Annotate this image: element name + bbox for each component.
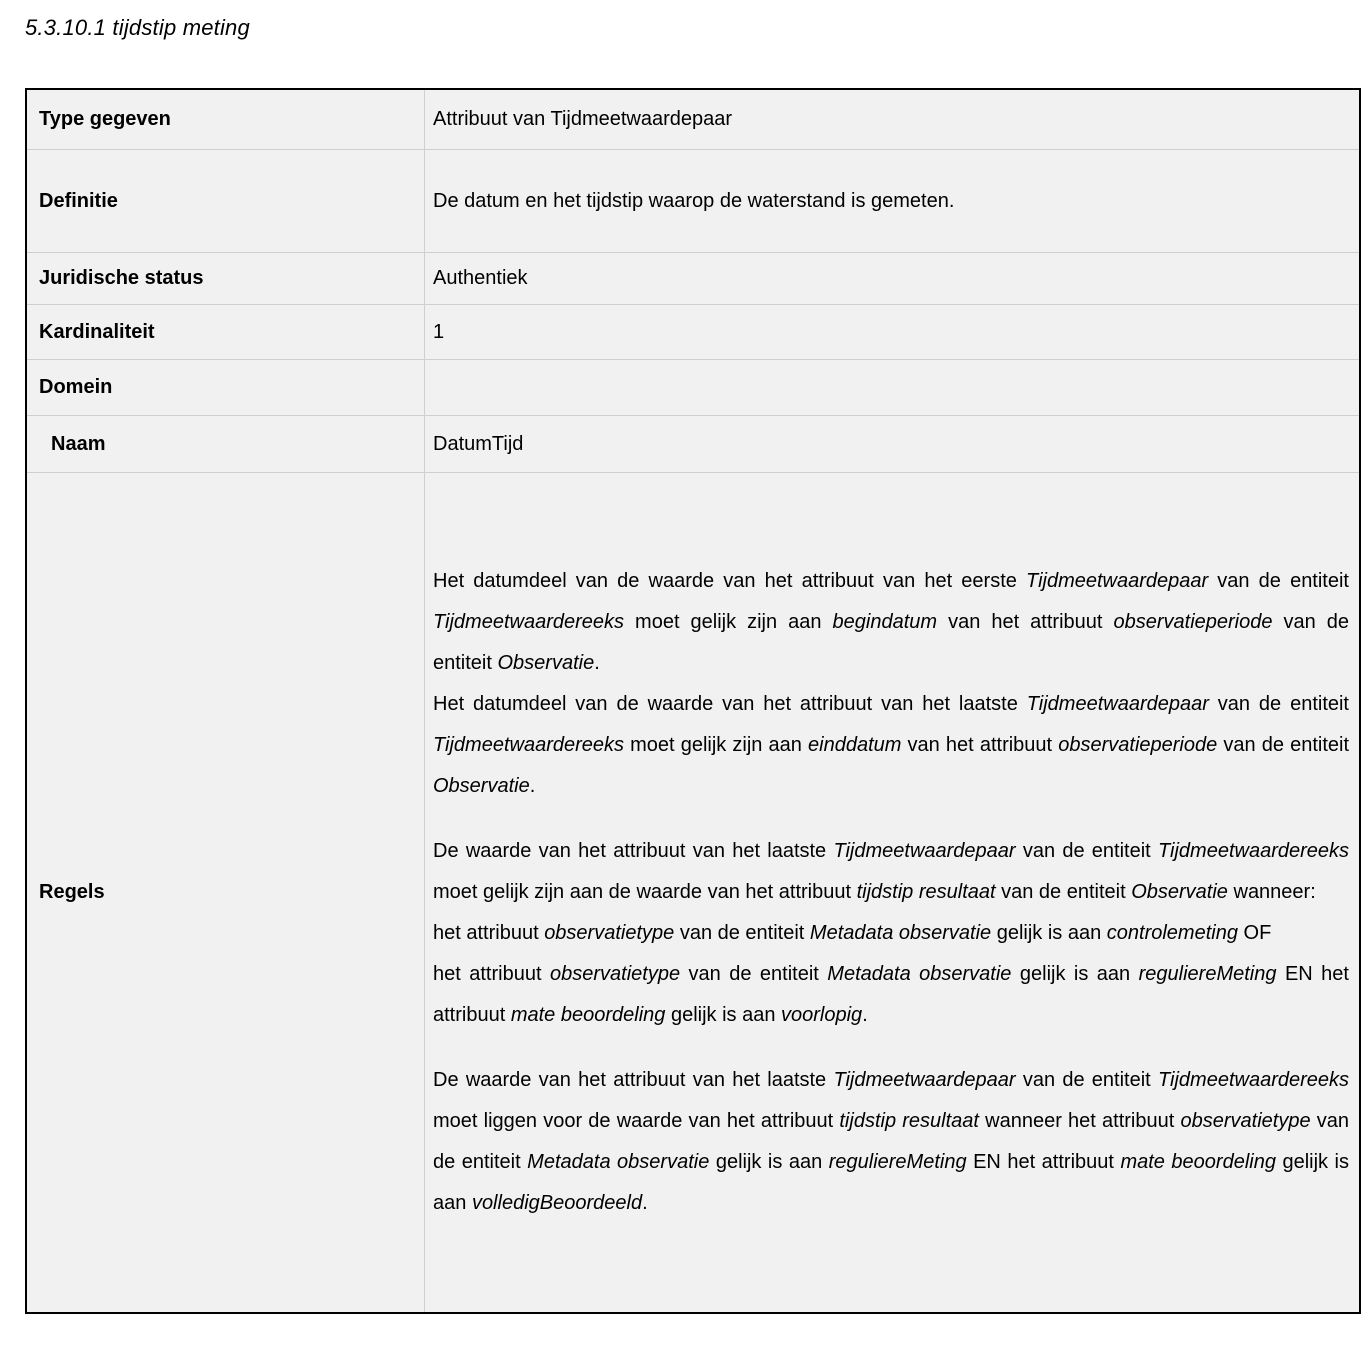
row-label-naam: Naam (27, 415, 425, 472)
text-run: het attribuut (433, 963, 550, 985)
text-run: gelijk is aan (1011, 963, 1139, 985)
italic-term: Metadata observatie (827, 963, 1012, 985)
table-row-definitie (27, 149, 1359, 252)
italic-term: Tijdmeetwaardereeks (1157, 840, 1349, 862)
italic-term: Observatie (433, 775, 530, 797)
italic-term: tijdstip resultaat (856, 881, 996, 903)
italic-term: observatieperiode (1113, 611, 1273, 633)
row-value-regels (425, 472, 1359, 1312)
italic-term: voorlopig (781, 1004, 863, 1026)
italic-term: einddatum (808, 734, 902, 756)
text-run: moet gelijk zijn aan de waarde van het attribuut (433, 881, 857, 903)
italic-term: observatietype (1180, 1110, 1311, 1132)
table-row-naam (27, 415, 1359, 472)
row-value-definitie: De datum en het tijdstip waarop de waterstand is gemeten. (425, 149, 1359, 252)
table-row-domein (27, 359, 1359, 415)
italic-term: Tijdmeetwaardereeks (1157, 1069, 1349, 1091)
rule-paragraph-4 (433, 913, 1349, 954)
text-run: van de entiteit (433, 1110, 1350, 1173)
text-run: van de entiteit (1217, 734, 1350, 756)
italic-term: Metadata observatie (527, 1151, 710, 1173)
table-row-regels (27, 472, 1359, 1312)
italic-term: Tijdmeetwaardepaar (833, 1069, 1016, 1091)
row-value-kardinaliteit: 1 (425, 304, 1359, 359)
italic-term: observatietype (549, 963, 681, 985)
italic-term: volledigBeoordeeld (471, 1192, 643, 1214)
italic-term: tijdstip resultaat (839, 1110, 979, 1132)
text-run: van de entiteit (1015, 840, 1158, 862)
text-run: wanneer het attribuut (978, 1110, 1181, 1132)
row-value-domein (425, 359, 1359, 415)
text-run: moet gelijk zijn aan (624, 611, 833, 633)
text-run: van de entiteit (995, 881, 1132, 903)
row-label-kardinaliteit: Kardinaliteit (27, 304, 425, 359)
text-run: . (642, 1192, 648, 1214)
attribute-spec-table (25, 88, 1361, 1314)
italic-term: observatieperiode (1058, 734, 1218, 756)
italic-term: Tijdmeetwaardepaar (1026, 570, 1209, 592)
text-run: EN het attribuut (966, 1151, 1121, 1173)
italic-term: Tijdmeetwaardereeks (433, 611, 625, 633)
rule-paragraph-5 (433, 954, 1349, 1036)
rule-paragraph-6 (433, 1060, 1349, 1224)
italic-term: observatietype (544, 922, 675, 944)
italic-term: mate beoordeling (1120, 1151, 1276, 1173)
text-run: gelijk is aan (433, 1151, 1349, 1214)
text-run: moet gelijk zijn aan (624, 734, 809, 756)
text-run: van de entiteit (1208, 570, 1349, 592)
row-label-regels: Regels (27, 472, 425, 1312)
text-run: . (594, 652, 600, 674)
italic-term: Observatie (1131, 881, 1228, 903)
row-value-type-gegeven: Attribuut van Tijdmeetwaardepaar (433, 108, 733, 130)
row-label-definitie: Definitie (27, 149, 425, 252)
italic-term: Tijdmeetwaardepaar (833, 840, 1016, 862)
text-run: . (529, 775, 536, 797)
text-run: EN het attribuut (433, 963, 1349, 1026)
text-run: Het datumdeel van de waarde van het attribuut van het eerste (433, 570, 1027, 592)
text-run: gelijk is aan (991, 922, 1107, 944)
text-run: wanneer: (1227, 881, 1316, 903)
table-row-kardinaliteit (27, 304, 1359, 359)
text-run: van de entiteit (1015, 1069, 1158, 1091)
rule-paragraph-3 (433, 831, 1349, 913)
text-run: gelijk is aan (709, 1151, 829, 1173)
italic-term: controlemeting (1106, 922, 1238, 944)
row-value-juridische-status: Authentiek (425, 252, 1359, 304)
rule-paragraph-1 (433, 561, 1349, 684)
rule-paragraph-2 (433, 684, 1349, 807)
text-run: De waarde van het attribuut van het laatste (433, 1069, 834, 1091)
italic-term: Tijdmeetwaardereeks (433, 734, 625, 756)
italic-term: begindatum (832, 611, 938, 633)
italic-term: Metadata observatie (809, 922, 992, 944)
text-run: OF (1237, 922, 1272, 944)
table-row-type-gegeven (27, 90, 1359, 149)
text-run: Het datumdeel van de waarde van het attribuut van het laatste (433, 693, 1027, 715)
table-row-juridische-status (27, 252, 1359, 304)
text-run: van de entiteit (433, 611, 1350, 674)
row-label-juridische-status: Juridische status (27, 252, 425, 304)
text-run: gelijk is aan (665, 1004, 782, 1026)
text-run: moet liggen voor de waarde van het attribuut (433, 1110, 840, 1132)
section-heading: 5.3.10.1 tijdstip meting (25, 15, 250, 40)
text-run: van het attribuut (901, 734, 1059, 756)
row-label-domein: Domein (27, 359, 425, 415)
italic-term: reguliereMeting (828, 1151, 967, 1173)
row-value-naam: DatumTijd (425, 415, 1359, 472)
italic-term: reguliereMeting (1138, 963, 1277, 985)
italic-term: mate beoordeling (510, 1004, 666, 1026)
text-run: het attribuut (433, 922, 545, 944)
italic-term: Observatie (497, 652, 595, 674)
text-run: De waarde van het attribuut van het laatste (433, 840, 834, 862)
italic-term: Tijdmeetwaardepaar (1026, 693, 1209, 715)
text-run: . (862, 1004, 868, 1026)
text-run: van de entiteit (674, 922, 810, 944)
text-run: van de entiteit (680, 963, 828, 985)
text-run: van de entiteit (1208, 693, 1349, 715)
text-run: van het attribuut (937, 611, 1114, 633)
row-label-type-gegeven: Type gegeven (27, 90, 425, 149)
